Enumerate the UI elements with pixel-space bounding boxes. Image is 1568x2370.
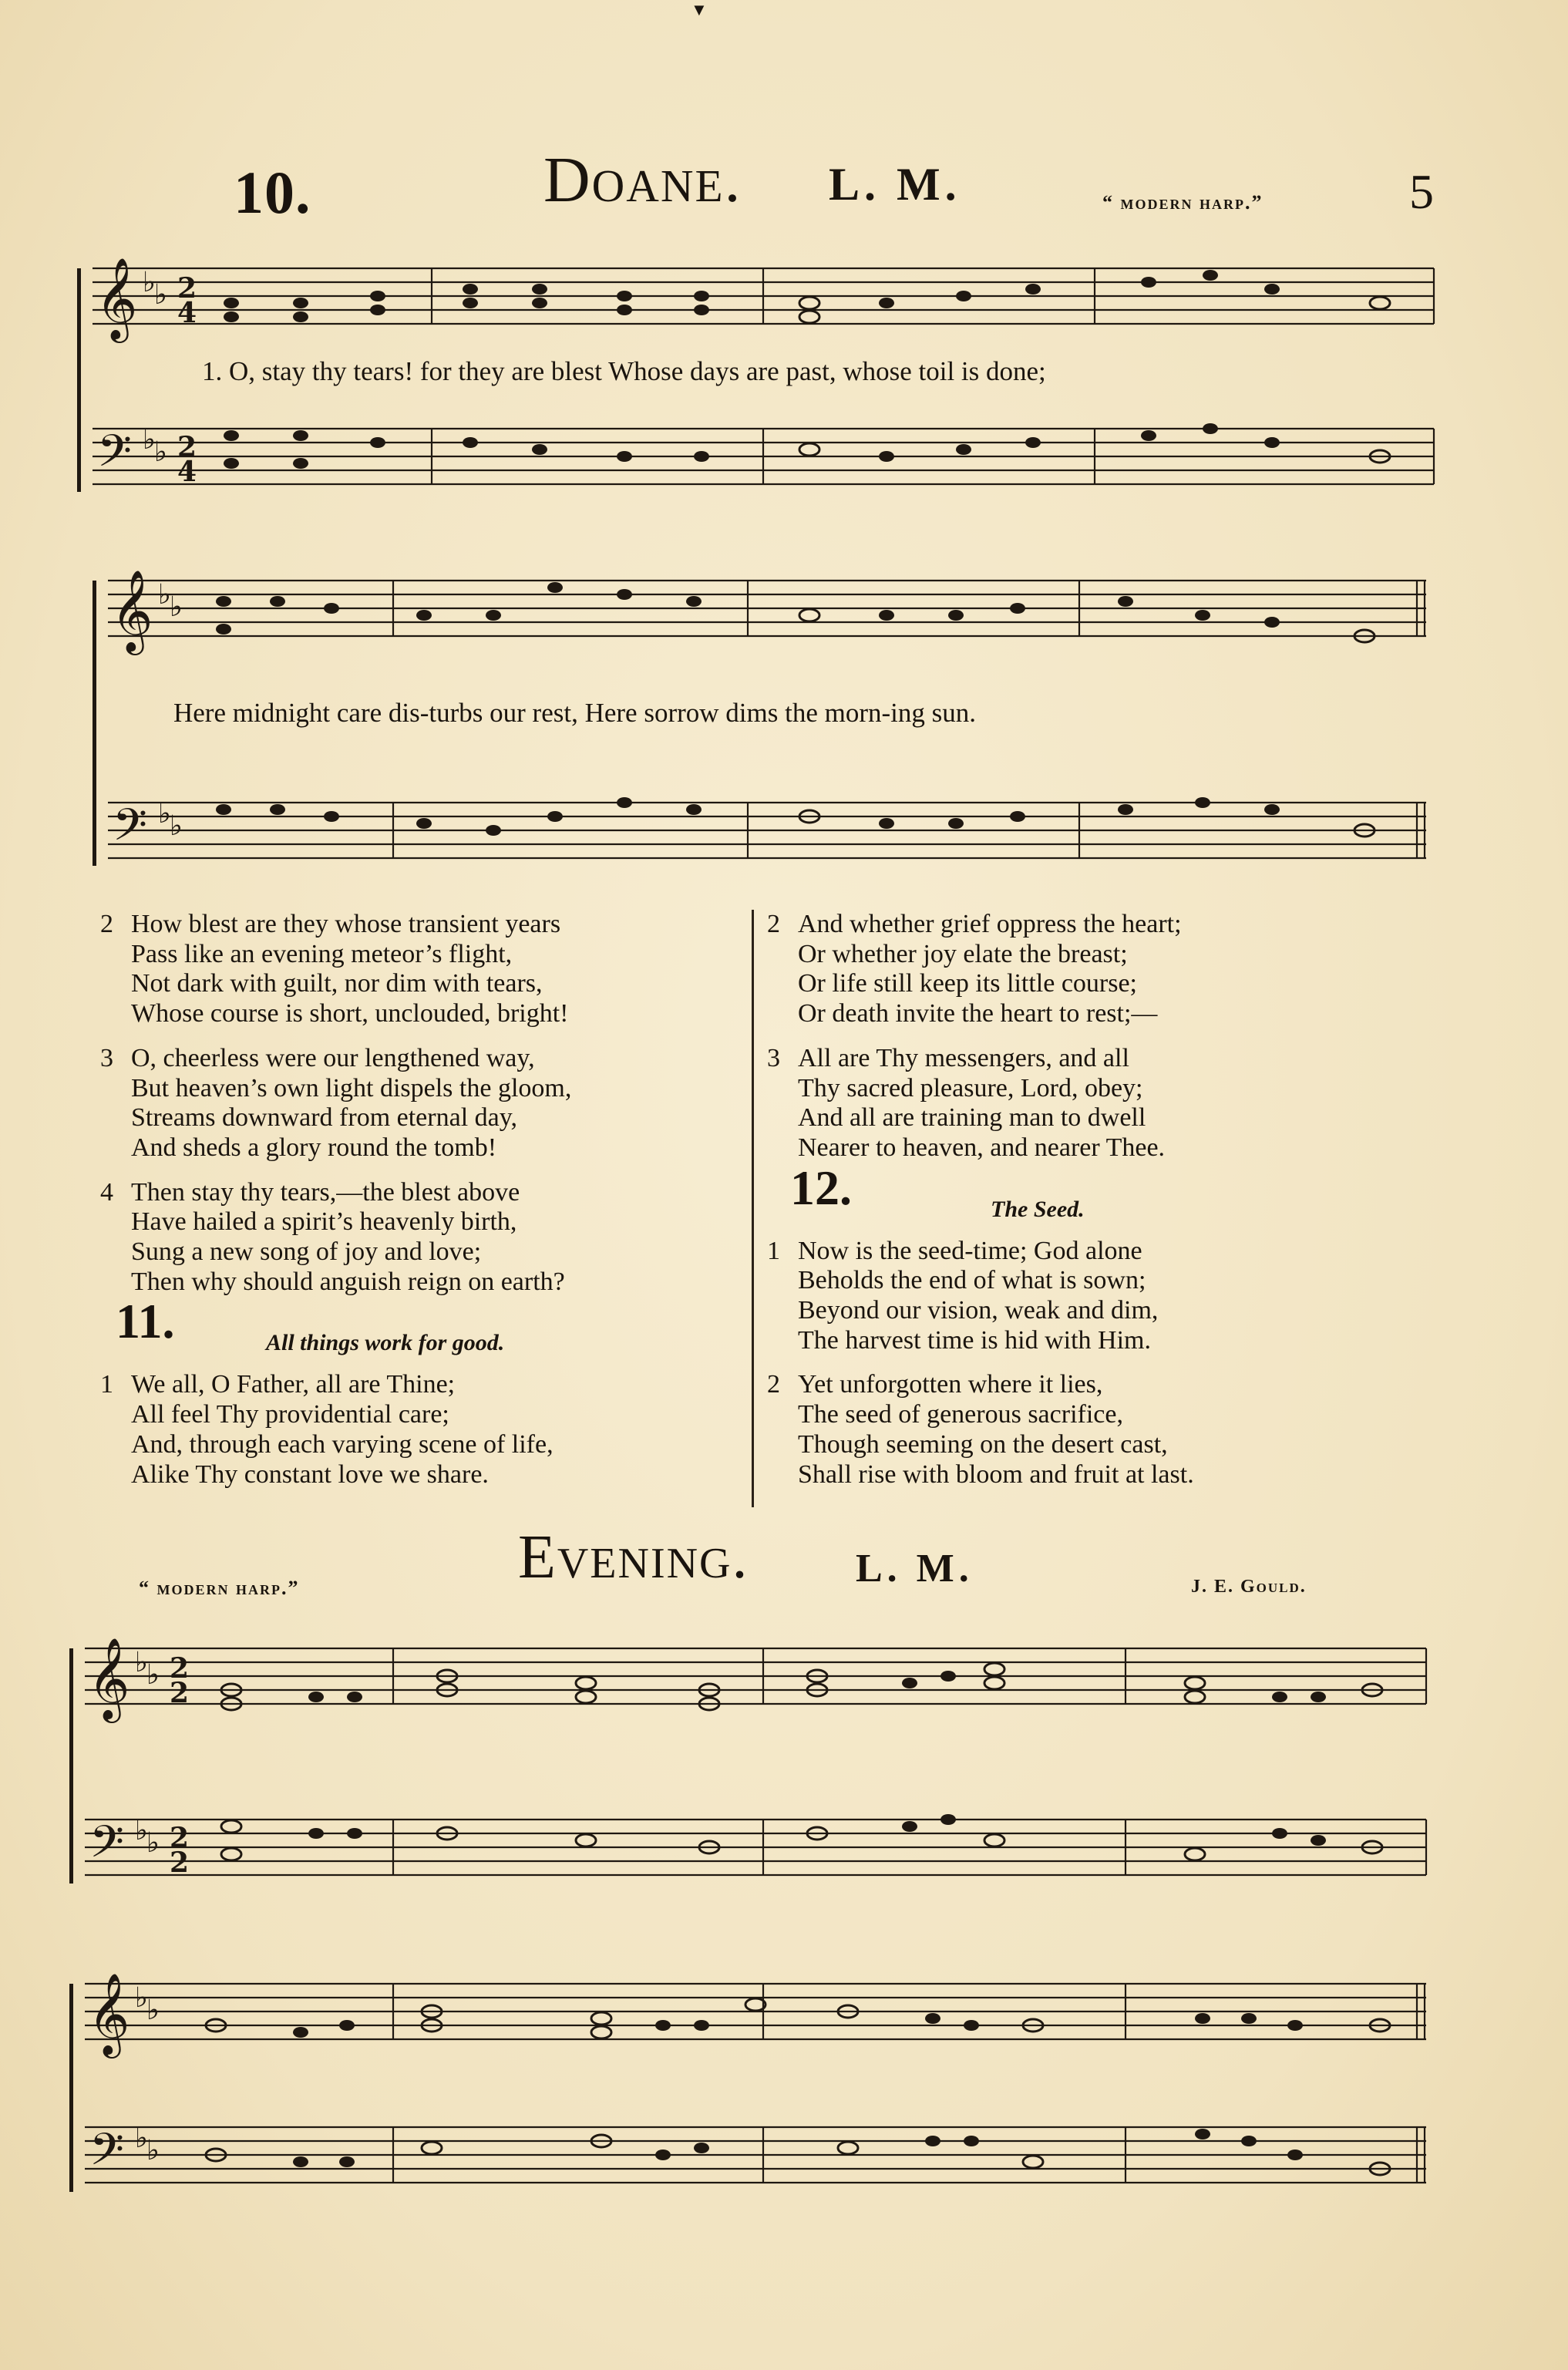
- svg-text:♭: ♭: [135, 1815, 148, 1847]
- svg-text:♭: ♭: [135, 2123, 148, 2154]
- evening-system-2: [62, 1970, 1442, 2217]
- verse-line: Then why should anguish reign on earth?: [131, 1267, 565, 1296]
- page-number: 5: [1409, 164, 1434, 219]
- verse-line: Though seeming on the desert cast,: [798, 1429, 1168, 1459]
- doane-lyrics-line-2: Here midnight care dis-turbs our rest, Here sorrow dims the morn-ing sun.: [173, 698, 977, 728]
- verse-line: Then stay thy tears,—the blest above: [131, 1177, 520, 1207]
- verse-line: Pass like an evening meteor’s flight,: [131, 939, 513, 968]
- svg-text:𝄞: 𝄞: [96, 257, 138, 339]
- doane-system-2-brace-group: [93, 581, 96, 866]
- verse-line: Or death invite the heart to rest;—: [798, 999, 1158, 1028]
- left-text-column: [100, 910, 740, 1504]
- verse-line: Whose course is short, unclouded, bright!: [131, 999, 569, 1028]
- doane-system-2: [85, 567, 1457, 890]
- verse-number: 3: [100, 1043, 113, 1072]
- evening-quarter-notes-2: [293, 2013, 1303, 2167]
- hymn-11-title: All things work for good.: [266, 1330, 505, 1356]
- svg-text:2: 2: [170, 1652, 190, 1685]
- svg-text:𝄢: 𝄢: [89, 2123, 125, 2187]
- verse-line: All are Thy messengers, and all: [798, 1043, 1129, 1072]
- evening-barlines-2: [393, 1984, 1425, 2183]
- verse-number: 3: [767, 1043, 780, 1072]
- evening-system-2-brace-group: [69, 1984, 73, 2192]
- hymn-12-title: The Seed.: [991, 1196, 1085, 1222]
- doane-lyrics-line-1: 1. O, stay thy tears! for they are blest Whose days are past, whose toil is done;: [202, 356, 1046, 386]
- evening-composer: J. E. Gould.: [1191, 1577, 1307, 1597]
- verse-line: The seed of generous sacrifice,: [798, 1400, 1123, 1429]
- evening-tune-title: Evening.: [518, 1523, 749, 1591]
- svg-text:2: 2: [170, 1677, 190, 1709]
- verse-line: Thy sacred pleasure, Lord, obey;: [798, 1073, 1143, 1103]
- verse-number: 2: [767, 1370, 780, 1399]
- verse-line: We all, O Father, all are Thine;: [131, 1370, 456, 1399]
- svg-text:2: 2: [170, 1822, 190, 1854]
- verse-line: Shall rise with bloom and fruit at last.: [798, 1459, 1194, 1489]
- hymn-12-number: 12.: [790, 1160, 852, 1215]
- svg-text:♭: ♭: [170, 810, 183, 842]
- evening-clefs-1: [88, 1637, 189, 1879]
- right-text-column: [767, 910, 1399, 1504]
- verse-line: All feel Thy providential care;: [131, 1400, 449, 1429]
- svg-text:𝄢: 𝄢: [97, 425, 133, 488]
- verse-line: And sheds a glory round the tomb!: [131, 1133, 497, 1162]
- verse-line: Nearer to heaven, and nearer Thee.: [798, 1133, 1166, 1162]
- hymn-10-meter: L. M.: [829, 159, 961, 210]
- svg-text:♭: ♭: [146, 1659, 160, 1691]
- svg-text:𝄞: 𝄞: [111, 569, 153, 651]
- evening-system-1-brace-group: [69, 1648, 73, 1884]
- svg-text:2: 2: [177, 272, 197, 305]
- verse-line: Or whether joy elate the breast;: [798, 939, 1128, 968]
- evening-treble-staff-1: [85, 1648, 1426, 1704]
- doane-treble-staff-2: [108, 581, 1426, 636]
- stanza-10-3: [100, 1044, 740, 1163]
- verse-line: Not dark with guilt, nor dim with tears,: [131, 969, 543, 998]
- evening-bass-staff-1: [85, 1820, 1426, 1875]
- svg-text:𝄢: 𝄢: [89, 1816, 125, 1879]
- svg-text:𝄞: 𝄞: [88, 1637, 130, 1719]
- verse-line: Beyond our vision, weak and dim,: [798, 1296, 1159, 1325]
- hymn-10-tune-title: Doane.: [543, 144, 742, 216]
- doane-system-1-brace-group: [77, 268, 81, 492]
- evening-notes-1: [221, 1663, 1382, 1860]
- stanza-11-3: [767, 1044, 1399, 1163]
- verse-number: 1: [767, 1236, 780, 1265]
- verse-line: Yet unforgotten where it lies,: [798, 1370, 1103, 1399]
- doane-bass-staff-2: [108, 803, 1426, 858]
- svg-text:♭: ♭: [158, 579, 171, 611]
- verse-number: 2: [767, 910, 780, 938]
- evening-bass-staff-2: [85, 2127, 1426, 2183]
- svg-text:4: 4: [177, 297, 197, 329]
- svg-text:♭: ♭: [146, 2135, 160, 2166]
- svg-text:4: 4: [177, 456, 197, 488]
- verse-number: 2: [100, 910, 113, 938]
- top-marker: ▼: [691, 0, 708, 19]
- svg-text:♭: ♭: [143, 424, 156, 456]
- stanza-12-1: [767, 1237, 1399, 1356]
- svg-text:𝄢: 𝄢: [113, 799, 148, 862]
- svg-text:♭: ♭: [146, 1827, 160, 1859]
- verse-line: But heaven’s own light dispels the gloom,: [131, 1073, 572, 1103]
- svg-text:♭: ♭: [170, 591, 183, 623]
- hymn-10-number: 10.: [234, 159, 311, 226]
- verse-line: Or life still keep its little course;: [798, 969, 1138, 998]
- hymn-12-heading: [767, 1160, 1399, 1232]
- doane-clefs-2: [111, 569, 183, 862]
- evening-system-1: [62, 1634, 1442, 1920]
- evening-meter: L. M.: [856, 1547, 974, 1591]
- svg-text:♭: ♭: [146, 1995, 160, 2026]
- verse-line: How blest are they whose transient years: [131, 910, 561, 938]
- verse-line: Streams downward from eternal day,: [131, 1103, 518, 1133]
- evening-source: “ modern harp.”: [139, 1577, 300, 1599]
- svg-text:♭: ♭: [154, 436, 167, 468]
- stanza-11-1: [100, 1370, 740, 1490]
- verse-line: And all are training man to dwell: [798, 1103, 1146, 1133]
- verse-line: Now is the seed-time; God alone: [798, 1236, 1142, 1265]
- hymn-11-heading: [100, 1294, 740, 1365]
- verse-line: Alike Thy constant love we share.: [131, 1459, 489, 1489]
- doane-system-1: [69, 254, 1457, 532]
- svg-text:𝄞: 𝄞: [88, 1972, 130, 2055]
- column-divider: [752, 910, 754, 1507]
- svg-text:♭: ♭: [143, 267, 156, 298]
- svg-text:♭: ♭: [158, 798, 171, 830]
- verse-line: And whether grief oppress the heart;: [798, 910, 1182, 938]
- stanza-12-2: [767, 1370, 1399, 1490]
- svg-text:♭: ♭: [135, 1982, 148, 2014]
- verse-number: 1: [100, 1370, 113, 1399]
- svg-text:2: 2: [170, 1847, 190, 1879]
- verse-line: O, cheerless were our lengthened way,: [131, 1043, 535, 1072]
- svg-text:♭: ♭: [135, 1647, 148, 1678]
- stanza-10-4: [100, 1178, 740, 1298]
- doane-clefs-1: [96, 257, 197, 488]
- verse-number: 4: [100, 1177, 113, 1207]
- verse-line: Beholds the end of what is sown;: [798, 1266, 1146, 1295]
- stanza-10-2: [100, 910, 740, 1029]
- verse-line: Have hailed a spirit’s heavenly birth,: [131, 1207, 517, 1237]
- evening-clefs-2: [88, 1972, 160, 2187]
- svg-text:♭: ♭: [154, 279, 167, 311]
- verse-line: The harvest time is hid with Him.: [798, 1325, 1151, 1355]
- hymn-10-source: “ modern harp.”: [1102, 191, 1263, 214]
- svg-text:2: 2: [177, 431, 197, 463]
- verse-line: And, through each varying scene of life,: [131, 1429, 554, 1459]
- stanza-11-2: [767, 910, 1399, 1029]
- verse-line: Sung a new song of joy and love;: [131, 1237, 482, 1267]
- hymn-11-number: 11.: [116, 1294, 175, 1349]
